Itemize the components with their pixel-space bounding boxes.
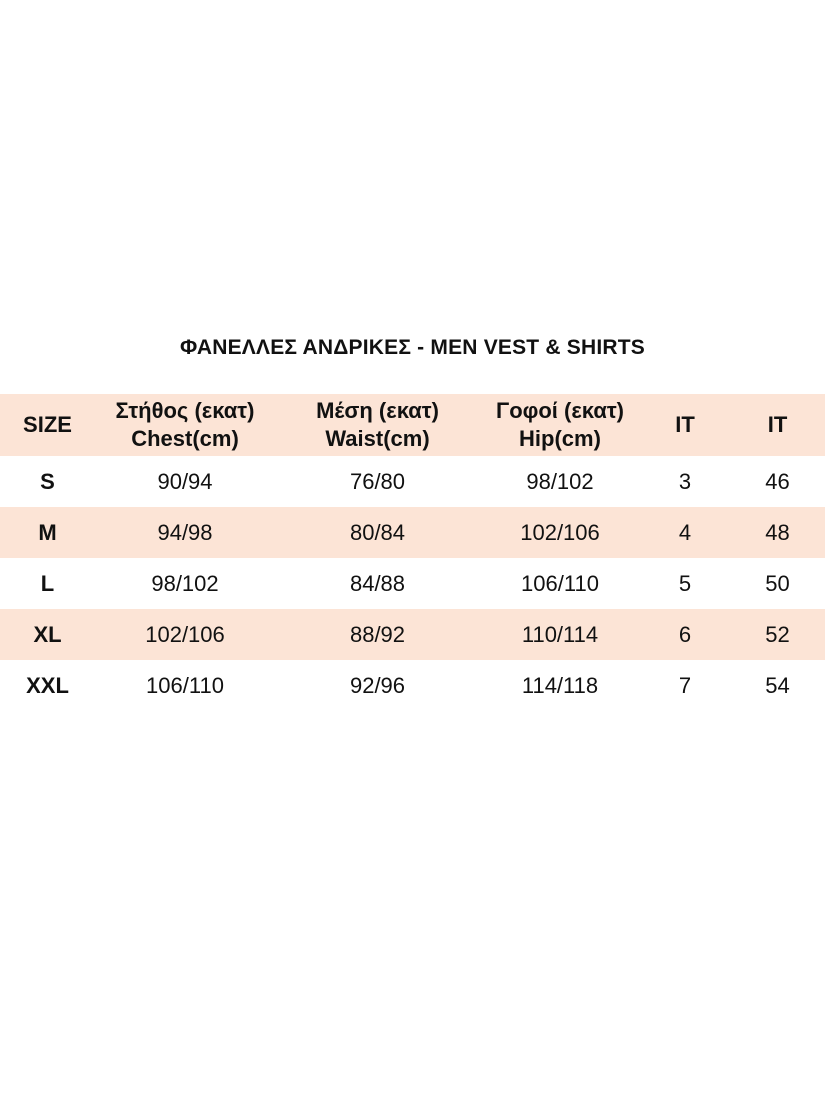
- header-size: [0, 394, 95, 456]
- hip-cell: 106/110: [521, 570, 599, 596]
- waist-cell: 88/92: [349, 621, 406, 647]
- header-chest-english: Chest(cm): [131, 426, 239, 451]
- header-it-2: [730, 394, 825, 456]
- it-number-cell: 46: [765, 468, 790, 494]
- size-cell: M: [38, 519, 57, 545]
- chest-cell: 106/110: [146, 672, 224, 698]
- header-waist-greek: Μέση (εκατ): [316, 398, 439, 423]
- table-body: [0, 456, 825, 711]
- header-size-label: SIZE: [23, 412, 72, 437]
- size-cell: XL: [33, 621, 62, 647]
- size-chart-table: [0, 394, 825, 711]
- it-number-cell: 48: [765, 519, 790, 545]
- header-hip-english: Hip(cm): [519, 426, 601, 451]
- table-row: [0, 609, 825, 660]
- it-size-cell: 6: [678, 621, 692, 647]
- header-waist: [275, 394, 480, 456]
- hip-cell: 110/114: [521, 621, 599, 647]
- header-row: [0, 394, 825, 456]
- page-title: ΦΑΝΕΛΛΕΣ ΑΝΔΡΙΚΕΣ - MEN VEST & SHIRTS: [180, 336, 645, 359]
- size-cell: L: [40, 570, 55, 596]
- waist-cell: 92/96: [349, 672, 406, 698]
- it-number-cell: 54: [765, 672, 790, 698]
- it-size-cell: 4: [678, 519, 692, 545]
- waist-cell: 80/84: [349, 519, 406, 545]
- table-row: [0, 507, 825, 558]
- size-cell: S: [40, 468, 55, 494]
- table-row: [0, 660, 825, 711]
- header-chest: [95, 394, 275, 456]
- header-hip-greek: Γοφοί (εκατ): [495, 398, 625, 423]
- hip-cell: 114/118: [521, 672, 599, 698]
- hip-cell: 102/106: [520, 519, 600, 545]
- header-hip: [480, 394, 640, 456]
- table-row: [0, 558, 825, 609]
- table-header: [0, 394, 825, 456]
- header-it-1-label: IT: [675, 412, 695, 437]
- chest-cell: 90/94: [157, 468, 213, 494]
- waist-cell: 84/88: [349, 570, 406, 596]
- waist-cell: 76/80: [349, 468, 406, 494]
- table-row: [0, 456, 825, 507]
- size-cell: XXL: [26, 672, 69, 698]
- it-number-cell: 52: [765, 621, 790, 647]
- it-size-cell: 7: [678, 672, 692, 698]
- header-chest-greek: Στήθος (εκατ): [115, 398, 255, 423]
- chest-cell: 102/106: [145, 621, 225, 647]
- header-it-2-label: IT: [767, 412, 788, 437]
- hip-cell: 98/102: [526, 468, 594, 494]
- chest-cell: 98/102: [151, 570, 219, 596]
- header-waist-english: Waist(cm): [325, 426, 430, 451]
- it-size-cell: 5: [678, 570, 692, 596]
- header-it-1: [640, 394, 730, 456]
- it-size-cell: 3: [678, 468, 692, 494]
- chest-cell: 94/98: [157, 519, 213, 545]
- it-number-cell: 50: [765, 570, 790, 596]
